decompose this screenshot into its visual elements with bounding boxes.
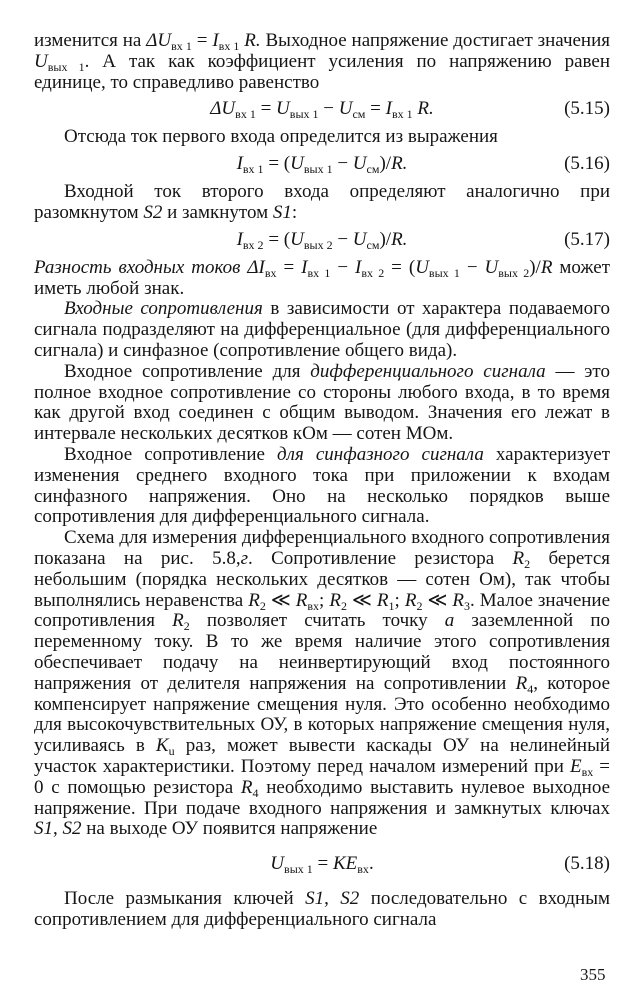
equation-5-18-formula: $U_{вых 1} = KE_{вх}$. [270,853,374,877]
paragraph-common-mode-resistance: Входное сопротивление для синфазного сигнала характеризует изменения среднего входного тока при приложении к входам синфазного напряжения. Оно на несколько порядков выше сопротивления для дифференциального сигнала. [34,443,610,528]
equation-5-15 [34,99,610,120]
equation-5-18 [34,854,610,875]
paragraph-differential-resistance: Входное сопротивление для дифференциального сигнала — это полное входное сопротивление со стороны любого входа, в то время как другой вход соединен с общим выводом. Значения его лежат в интервале нескольких десятков кОм — сотен МОм. [34,360,610,445]
paragraph-first-input-current: Отсюда ток первого входа определится из выражения [64,126,498,148]
equation-5-17 [34,230,610,251]
paragraph-input-current-difference: Разность входных токов $\Delta I_{вх} = I_{вх 1} - I_{вх 2} = (U_{вых 1} - U_{вых 2})/R$ может иметь любой знак. [34,256,611,299]
page-number: 355 [580,965,606,984]
equation-5-16-number: (5.16) [564,153,610,175]
paragraph-second-input-current: Входной ток второго входа определяют аналогично при разомкнутом S2 и замкнутом S1: [34,181,610,223]
equation-5-17-number: (5.17) [564,228,610,250]
paragraph-output-voltage: изменится на $\Delta U_{вх 1} = I_{вх 1}$ R. Выходное напряжение достигает значения $U_{вых 1}$. А так как коэффициент усиления по напряжению равен единице, то справедливо равенство [34,30,611,93]
paragraph-after-opening-switches: После размыкания ключей S1, S2 последовательно с входным сопротивлением для дифференциального сигнала [34,888,610,930]
paragraph-measurement-scheme: Схема для измерения дифференциального входного сопротивления показана на рис. 5.8,г. Сопротивление резистора $R_2$ берется небольшим (порядка нескольких десятков — сотен Ом), так чтобы выполнялись неравенства $R_2$ ≪ $R_{вх}$; $R_2$ ≪ $R_1$; $R_2$ ≪ $R_3$. Малое значение сопротивления $R_2$ позволяет считать точку a заземленной по переменному току. В то же время наличие этого сопротивления обеспечивает подачу на неинвертирующий вход постоянного напряжения от делителя напряжения на сопротивлении $R_4$, которое компенсирует напряжение смещения нуля. Это особенно необходимо для высокочувствительных ОУ, в которых напряжение смещения нуля, усиливаясь в $K_u$ раз, может вывести каскады ОУ на нелинейный участок характеристики. Поэтому перед началом измерений при $E_{вх} = 0$ с помощью резистора $R_4$ необходимо выставить нулевое выходное напряжение. При подаче входного напряжения и замкнутых ключах S1, S2 на выходе ОУ появится напряжение [34,527,611,840]
equation-5-15-formula: $\Delta U_{вх 1} = U_{вых 1} - U_{см} = I_{вх 1}$ R. [210,98,434,122]
equation-5-16 [34,154,610,175]
equation-5-16-formula: $I_{вх 1} = (U_{вых 1} - U_{см})/R$. [236,153,408,177]
equation-5-17-formula: $I_{вх 2} = (U_{вых 2} - U_{см})/R$. [236,228,408,252]
equation-5-15-number: (5.15) [564,98,610,120]
paragraph-input-resistances: Входные сопротивления в зависимости от характера подаваемого сигнала подразделяют на дифференциальное (для дифференциального сигнала) и синфазное (сопротивление общего вида). [34,298,610,361]
text-column [34,31,610,931]
equation-5-18-number: (5.18) [564,853,610,875]
